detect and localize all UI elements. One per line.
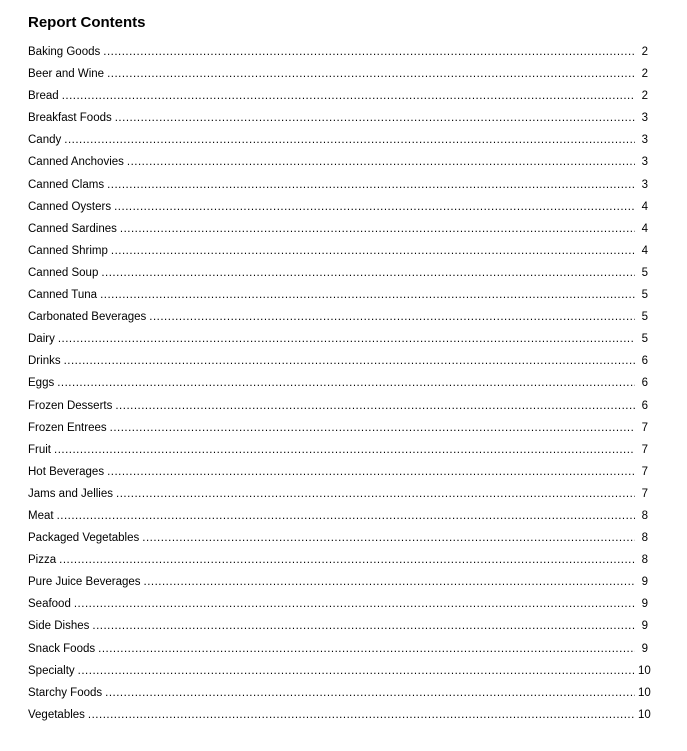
toc-entry-page: 3 (641, 156, 648, 169)
dot-leader (107, 63, 635, 85)
dot-leader (142, 527, 635, 549)
toc-entry-page: 6 (641, 377, 648, 390)
toc-entry-label: Seafood (28, 598, 71, 611)
toc-entry-label: Specialty (28, 664, 75, 677)
toc-entry[interactable] (28, 41, 648, 63)
toc-entry-label: Canned Clams (28, 178, 105, 191)
toc-entry[interactable] (28, 527, 648, 549)
dot-leader (98, 638, 635, 660)
toc-entry-page: 6 (641, 355, 648, 368)
toc-entry-page: 7 (641, 421, 648, 434)
toc-entry[interactable] (28, 151, 648, 173)
toc-entry-label: Baking Goods (28, 46, 101, 58)
toc-entry-page: 7 (641, 465, 648, 478)
toc-entry[interactable] (28, 174, 648, 196)
toc-entry-label: Pure Juice Beverages (28, 576, 141, 589)
toc-entry-page: 3 (641, 134, 648, 147)
toc-entry[interactable] (28, 593, 648, 615)
toc-entry-label: Canned Tuna (28, 289, 98, 302)
toc-entry-label: Starchy Foods (28, 686, 103, 699)
toc-entry-label: Canned Oysters (28, 200, 112, 213)
dot-leader (74, 593, 635, 615)
toc-entry[interactable] (28, 107, 648, 129)
toc-entry-label: Canned Soup (28, 266, 99, 279)
toc-entry[interactable] (28, 350, 648, 372)
toc-entry-label: Canned Shrimp (28, 244, 108, 257)
toc-entry-label: Snack Foods (28, 642, 96, 655)
toc-entry-label: Breakfast Foods (28, 112, 112, 125)
toc-entry-page: 5 (641, 289, 648, 302)
toc-entry[interactable] (28, 395, 648, 417)
toc-entry[interactable] (28, 638, 648, 660)
toc-entry[interactable] (28, 461, 648, 483)
toc-entry-label: Bread (28, 90, 59, 103)
toc-entry[interactable] (28, 196, 648, 218)
toc-entry-page: 10 (638, 686, 651, 699)
toc-entry[interactable] (28, 218, 648, 240)
toc-entry-page: 2 (641, 90, 648, 103)
dot-leader (92, 615, 635, 637)
toc-entry-label: Jams and Jellies (28, 487, 114, 500)
toc-entry-page: 4 (641, 200, 648, 213)
toc-entry-label: Vegetables (28, 708, 85, 721)
toc-entry-page: 9 (641, 620, 648, 633)
toc-entry-page: 4 (641, 222, 648, 235)
toc-entry-page: 7 (641, 443, 648, 456)
toc-entry-label: Eggs (28, 377, 55, 390)
dot-leader (127, 151, 635, 173)
dot-leader (78, 660, 635, 682)
dot-leader (144, 571, 635, 593)
toc-entry-page: 4 (641, 244, 648, 257)
toc-entry-page: 8 (641, 554, 648, 567)
toc-entry-page: 5 (641, 333, 648, 346)
toc-entry-label: Candy (28, 134, 62, 147)
toc-entry[interactable] (28, 417, 648, 439)
toc-entry-label: Canned Sardines (28, 222, 117, 235)
dot-leader (57, 505, 635, 527)
toc-entry-label: Canned Anchovies (28, 156, 124, 169)
toc-entry[interactable] (28, 240, 648, 262)
toc-entry[interactable] (28, 328, 648, 350)
dot-leader (62, 85, 635, 107)
toc-entry-page: 10 (638, 708, 651, 721)
toc-entry[interactable] (28, 660, 651, 682)
toc-entry-page: 8 (641, 509, 648, 522)
toc-entry-label: Dairy (28, 333, 55, 346)
dot-leader (105, 682, 635, 704)
toc-entry-page: 9 (641, 576, 648, 589)
dot-leader (64, 129, 635, 151)
toc-entry-page: 3 (641, 112, 648, 125)
dot-leader (114, 196, 635, 218)
page-title: Report Contents (28, 14, 146, 31)
dot-leader (107, 461, 635, 483)
toc-entry[interactable] (28, 549, 648, 571)
toc-entry-label: Beer and Wine (28, 68, 105, 81)
toc-entry-page: 7 (641, 487, 648, 500)
toc-entry-page: 10 (638, 664, 651, 677)
toc-entry[interactable] (28, 615, 648, 637)
dot-leader (54, 439, 635, 461)
toc-entry[interactable] (28, 63, 648, 85)
dot-leader (101, 262, 635, 284)
toc-entry[interactable] (28, 704, 651, 726)
toc-entry-page: 3 (641, 178, 648, 191)
toc-entry[interactable] (28, 682, 651, 704)
toc-entry-page: 6 (641, 399, 648, 412)
dot-leader (57, 372, 635, 394)
toc-entry-label: Meat (28, 509, 54, 522)
dot-leader (115, 395, 635, 417)
toc-entry-label: Pizza (28, 554, 57, 567)
toc-entry-label: Hot Beverages (28, 465, 105, 478)
dot-leader (100, 284, 635, 306)
toc-entry[interactable] (28, 306, 648, 328)
dot-leader (88, 704, 635, 726)
toc-entry-label: Packaged Vegetables (28, 532, 140, 545)
toc-entry-label: Side Dishes (28, 620, 90, 633)
toc-entry-label: Fruit (28, 443, 51, 456)
toc-list (28, 41, 651, 726)
toc-entry[interactable] (28, 262, 648, 284)
toc-entry-page: 8 (641, 532, 648, 545)
toc-entry-page: 2 (641, 68, 648, 81)
dot-leader (110, 417, 635, 439)
toc-entry[interactable] (28, 571, 648, 593)
toc-entry-label: Carbonated Beverages (28, 311, 147, 324)
dot-leader (59, 549, 635, 571)
toc-entry[interactable] (28, 439, 648, 461)
toc-entry[interactable] (28, 129, 648, 151)
dot-leader (103, 41, 635, 63)
dot-leader (58, 328, 635, 350)
toc-entry-page: 5 (641, 266, 648, 279)
toc-entry-label: Frozen Entrees (28, 421, 107, 434)
dot-leader (115, 107, 635, 129)
dot-leader (116, 483, 635, 505)
toc-entry-page: 2 (641, 46, 648, 58)
toc-entry[interactable] (28, 372, 648, 394)
toc-entry-label: Drinks (28, 355, 61, 368)
toc-entry-label: Frozen Desserts (28, 399, 113, 412)
toc-entry[interactable] (28, 505, 648, 527)
toc-entry[interactable] (28, 85, 648, 107)
dot-leader (120, 218, 635, 240)
toc-entry-page: 5 (641, 311, 648, 324)
toc-entry-page: 9 (641, 598, 648, 611)
dot-leader (107, 174, 635, 196)
dot-leader (64, 350, 635, 372)
dot-leader (111, 240, 635, 262)
dot-leader (149, 306, 635, 328)
toc-entry[interactable] (28, 483, 648, 505)
toc-entry[interactable] (28, 284, 648, 306)
toc-entry-page: 9 (641, 642, 648, 655)
